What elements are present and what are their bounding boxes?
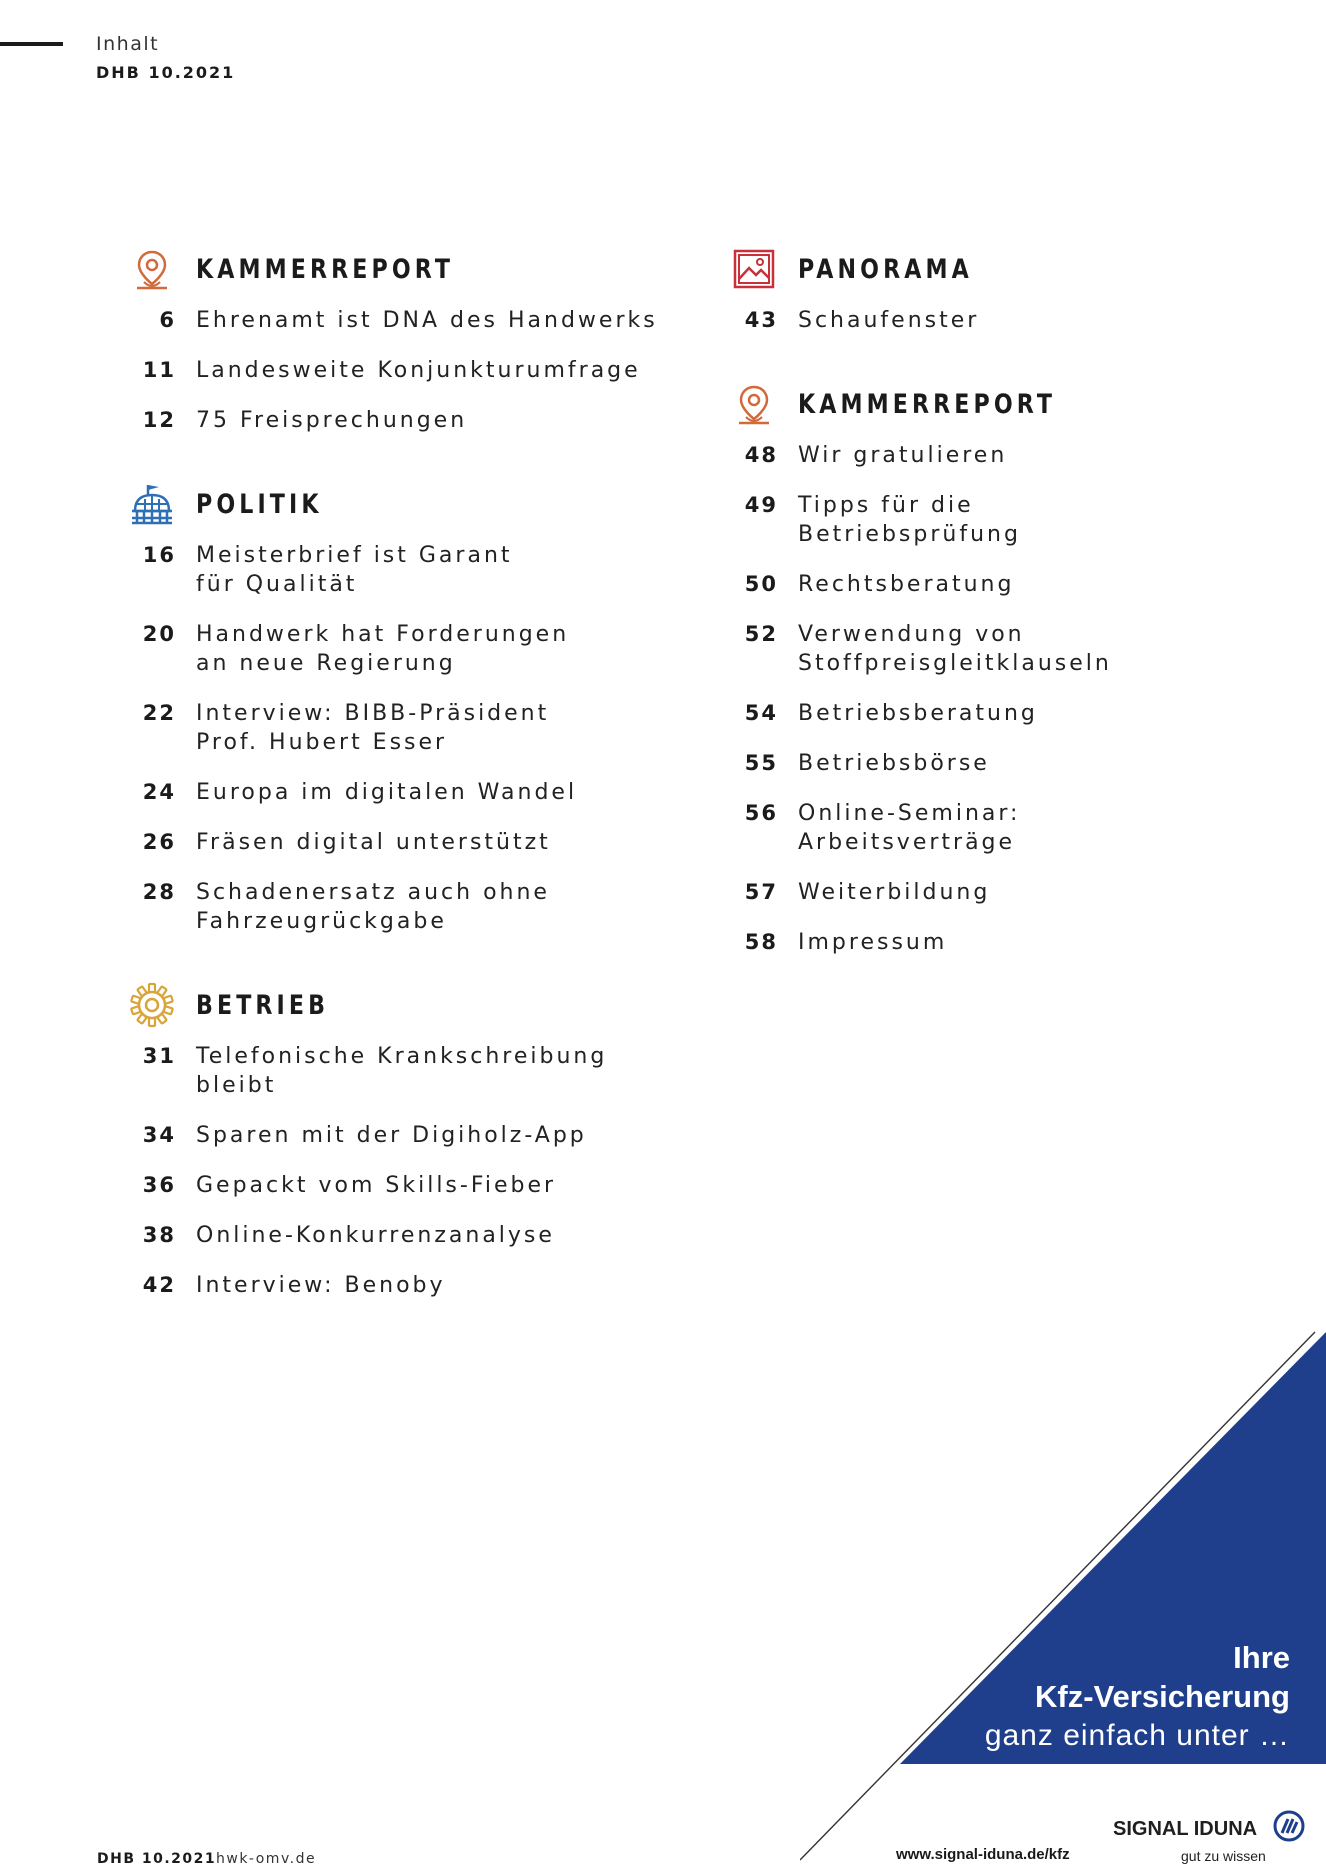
entry-title-line: Arbeitsverträge: [798, 830, 1016, 855]
entry-title: [196, 1171, 556, 1200]
entry-title-line: Fräsen digital unterstützt: [196, 830, 551, 855]
section-title: PANORAMA: [798, 253, 973, 285]
entry-title-line: Handwerk hat Forderungen: [196, 622, 570, 647]
section-betrieb: [128, 974, 688, 1300]
issue-label: DHB 10.2021: [96, 63, 236, 82]
section-label: Inhalt: [96, 33, 160, 55]
page-number: 48: [744, 443, 778, 467]
entry-title: [798, 306, 979, 335]
page-number: 54: [744, 701, 778, 725]
entry-title: [196, 406, 467, 435]
page-number: 55: [744, 751, 778, 775]
entry-title-line: Schadenersatz auch ohne: [196, 880, 550, 905]
entry-title: [798, 878, 990, 907]
toc-entry[interactable]: [128, 878, 688, 936]
section-title: POLITIK: [196, 488, 323, 520]
toc-entry[interactable]: [128, 620, 688, 678]
entry-title: [196, 778, 577, 807]
footer-website[interactable]: hwk-omv.de: [216, 1851, 317, 1867]
page-number: 50: [744, 572, 778, 596]
toc-entry[interactable]: [128, 778, 688, 807]
footer-issue: DHB 10.2021: [97, 1851, 217, 1867]
page-number: 56: [744, 801, 778, 825]
toc-entry[interactable]: [730, 878, 1290, 907]
section-header: [128, 974, 688, 1036]
entry-title-line: für Qualität: [196, 572, 358, 597]
entry-title-line: Interview: BIBB-Präsident: [196, 701, 550, 726]
toc-entry[interactable]: [730, 491, 1290, 549]
section-header: [128, 238, 688, 300]
entry-title-line: Prof. Hubert Esser: [196, 730, 448, 755]
entry-title-line: Europa im digitalen Wandel: [196, 780, 578, 805]
entry-title: [196, 828, 551, 857]
section-kammerreport: [730, 373, 1290, 957]
toc-entry[interactable]: [128, 541, 688, 599]
page-number: 58: [744, 930, 778, 954]
toc-left-column: [128, 238, 688, 1338]
section-politik: [128, 473, 688, 936]
toc-entry[interactable]: [730, 699, 1290, 728]
page-number: 12: [142, 408, 176, 432]
section-header: [730, 373, 1290, 435]
page-number: 52: [744, 622, 778, 646]
entry-title-line: an neue Regierung: [196, 651, 456, 676]
entry-title: [196, 1221, 555, 1250]
entry-title: [798, 699, 1038, 728]
entry-title-line: Impressum: [798, 930, 948, 955]
toc-entry[interactable]: [730, 620, 1290, 678]
entry-title: [196, 699, 549, 757]
toc-entry[interactable]: [128, 1121, 688, 1150]
ad-brand-name: SIGNAL IDUNA: [1113, 1818, 1258, 1840]
entry-title-line: bleibt: [196, 1073, 277, 1098]
entry-title: [196, 1042, 607, 1100]
section-title: KAMMERREPORT: [798, 388, 1057, 420]
entry-title: [196, 620, 569, 678]
entry-title-line: Tipps für die: [798, 493, 974, 518]
toc-entry[interactable]: [128, 406, 688, 435]
page-number: 22: [142, 701, 176, 725]
entry-title: [196, 1271, 446, 1300]
toc-entry[interactable]: [128, 1221, 688, 1250]
entry-title-line: Sparen mit der Digiholz-App: [196, 1123, 587, 1148]
page-number: 16: [142, 543, 176, 567]
section-panorama: [730, 238, 1290, 335]
entry-title-line: Online-Seminar:: [798, 801, 1021, 826]
toc-entry[interactable]: [128, 356, 688, 385]
page-number: 57: [744, 880, 778, 904]
entry-title-line: Meisterbrief ist Garant: [196, 543, 513, 568]
page-number: 38: [142, 1223, 176, 1247]
parliament-dome-icon: [128, 480, 176, 528]
toc-entry[interactable]: [730, 441, 1290, 470]
page-number: 28: [142, 880, 176, 904]
page-number: 34: [142, 1123, 176, 1147]
page-number: 43: [744, 308, 778, 332]
toc-entry[interactable]: [128, 699, 688, 757]
page-number: 42: [142, 1273, 176, 1297]
entry-title: [798, 928, 947, 957]
toc-entry[interactable]: [128, 306, 688, 335]
entry-title-line: Landesweite Konjunkturumfrage: [196, 358, 641, 383]
entry-title: [798, 441, 1007, 470]
section-title: KAMMERREPORT: [196, 253, 455, 285]
gear-icon: [128, 981, 176, 1029]
entry-title-line: Gepackt vom Skills-Fieber: [196, 1173, 557, 1198]
entry-title-line: 75 Freisprechungen: [196, 408, 468, 433]
toc-entry[interactable]: [730, 799, 1290, 857]
entry-title: [196, 1121, 587, 1150]
entry-title-line: Stoffpreisgleitklauseln: [798, 651, 1112, 676]
page-number: 36: [142, 1173, 176, 1197]
ad-headline-3: ganz einfach unter …: [984, 1719, 1290, 1752]
entry-title-line: Online-Konkurrenzanalyse: [196, 1223, 555, 1248]
entry-title-line: Wir gratulieren: [798, 443, 1008, 468]
toc-entry[interactable]: [730, 306, 1290, 335]
entry-title-line: Betriebsbörse: [798, 751, 990, 776]
page-number: 11: [142, 358, 176, 382]
image-frame-icon: [730, 245, 778, 293]
entry-title: [196, 306, 658, 335]
entry-title-line: Telefonische Krankschreibung: [196, 1044, 608, 1069]
section-kammerreport: [128, 238, 688, 435]
ad-url-link[interactable]: www.signal-iduna.de/kfz: [896, 1846, 1070, 1863]
map-pin-icon: [128, 245, 176, 293]
toc-entry[interactable]: [128, 1042, 688, 1100]
toc-entry[interactable]: [730, 928, 1290, 957]
entry-title: [798, 749, 990, 778]
page-number: 26: [142, 830, 176, 854]
page-number: 24: [142, 780, 176, 804]
toc-entry[interactable]: [128, 828, 688, 857]
ad-banner[interactable]: [800, 1330, 1326, 1875]
page-number: 31: [142, 1044, 176, 1068]
ad-headline-1: Ihre: [1233, 1640, 1290, 1675]
page-number: 20: [142, 622, 176, 646]
section-title: BETRIEB: [196, 989, 330, 1021]
toc-entry[interactable]: [128, 1271, 688, 1300]
entry-title: [196, 878, 550, 936]
section-header: [128, 473, 688, 535]
signal-iduna-logo-icon: [1273, 1810, 1305, 1842]
entry-title-line: Fahrzeugrückgabe: [196, 909, 447, 934]
entry-title-line: Rechtsberatung: [798, 572, 1015, 597]
ad-claim: gut zu wissen: [1181, 1848, 1266, 1864]
toc-entry[interactable]: [730, 570, 1290, 599]
entry-title: [798, 491, 1021, 549]
map-pin-icon: [730, 380, 778, 428]
entry-title: [798, 799, 1020, 857]
entry-title-line: Verwendung von: [798, 622, 1025, 647]
entry-title: [196, 541, 513, 599]
toc-entry[interactable]: [128, 1171, 688, 1200]
entry-title-line: Schaufenster: [798, 308, 980, 333]
entry-title-line: Weiterbildung: [798, 880, 991, 905]
page-number: 49: [744, 493, 778, 517]
entry-title: [196, 356, 641, 385]
toc-right-column: [730, 238, 1290, 995]
ad-headline-2: Kfz-Versicherung: [1035, 1679, 1290, 1714]
entry-title-line: Ehrenamt ist DNA des Handwerks: [196, 308, 658, 333]
entry-title: [798, 570, 1014, 599]
header-rule: [0, 42, 63, 46]
entry-title: [798, 620, 1112, 678]
entry-title-line: Betriebsberatung: [798, 701, 1038, 726]
toc-entry[interactable]: [730, 749, 1290, 778]
section-header: [730, 238, 1290, 300]
entry-title-line: Interview: Benoby: [196, 1273, 446, 1298]
page-number: 6: [159, 308, 176, 332]
entry-title-line: Betriebsprüfung: [798, 522, 1021, 547]
